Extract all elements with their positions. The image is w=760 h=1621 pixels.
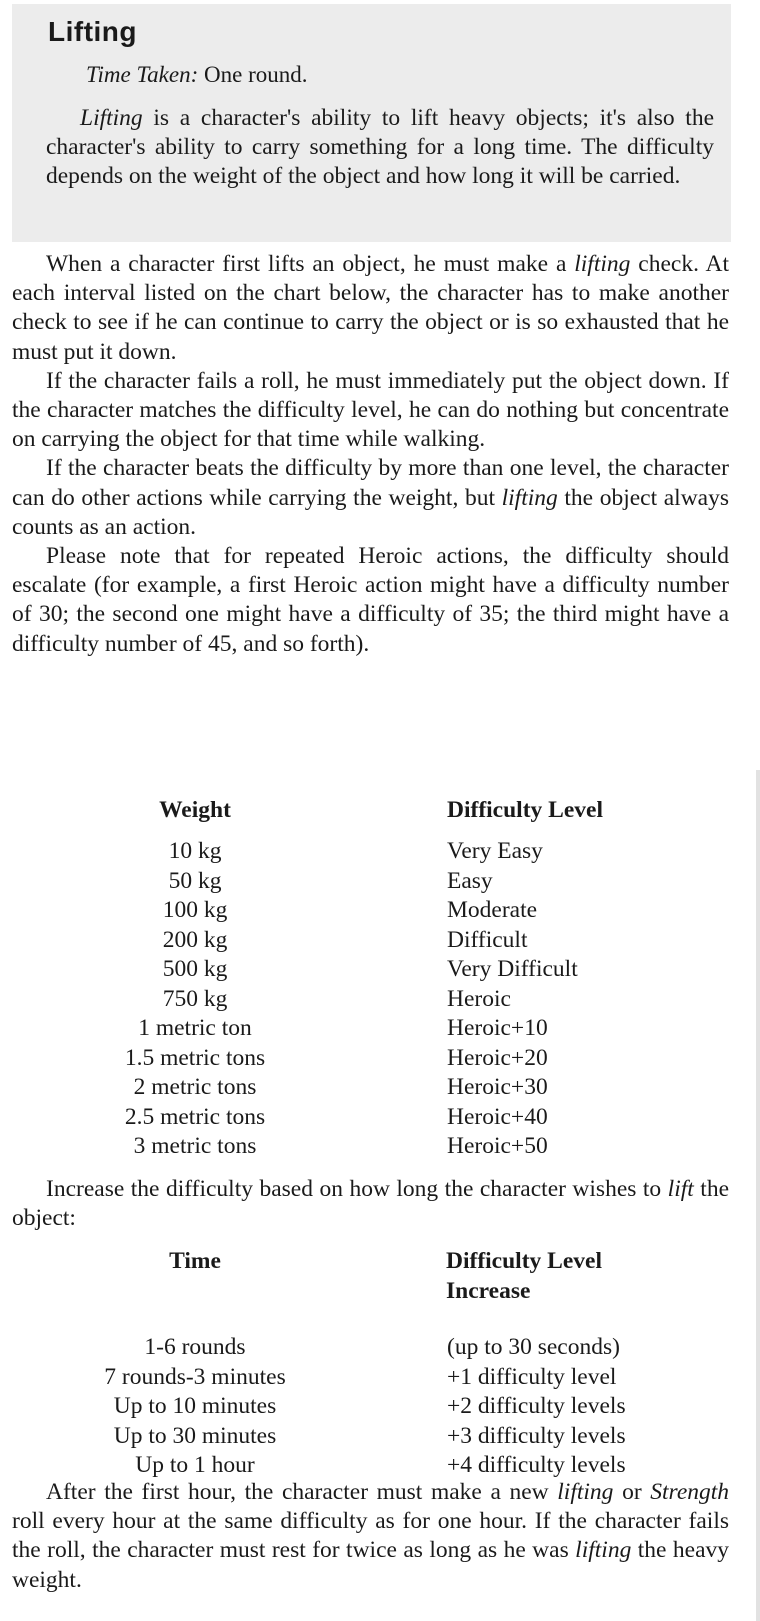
increase-cell: +3 difficulty levels [447,1422,626,1449]
p1-text-b: check. At each interval listed on the chart below, the character has to make another check to see if he can continue to carry the object or is so exhausted that he must put it down. [12,251,730,365]
table-row [0,954,760,984]
closing-text-c: roll every hour at the same difficulty as for one hour. If the character fails the roll, the character must rest for twice as long as he was [12,1508,729,1564]
weight-cell: 500 kg [162,956,228,982]
sidebar-description [46,104,714,191]
body-text [12,250,729,659]
table-row [0,1391,760,1421]
table-row [0,1131,760,1161]
closing-emphasis-2: Strength [650,1479,730,1505]
time-cell: Up to 10 minutes [113,1393,277,1419]
table-row [0,1421,760,1451]
table-row [0,925,760,955]
mid-paragraph [12,1175,729,1233]
table-header-row [0,1246,760,1276]
mid-text-a: Increase the difficulty based on how long the character wishes to [46,1176,662,1202]
weight-cell: 50 kg [168,867,222,894]
p3-text-a: If the character beats the difficulty by more than one level, the character can do other actions while carrying the weight, but [12,455,729,511]
closing-text-a: After the first hour, the character must make a new [46,1479,549,1505]
paragraph-1 [12,250,729,367]
closing-text [12,1478,729,1595]
difficulty-cell: Easy [447,867,493,894]
difficulty-cell: Heroic+10 [447,1015,548,1041]
page-edge-shadow [756,770,760,1621]
time-cell: 7 rounds-3 minutes [104,1363,286,1390]
table-row [0,1013,760,1043]
lifting-sidebar-box [12,4,731,242]
time-taken-value: One round. [204,62,308,87]
difficulty-cell: Heroic+40 [447,1103,548,1130]
difficulty-increase-header-1: Difficulty Level [446,1248,602,1274]
increase-cell: +1 difficulty level [447,1363,617,1390]
time-header: Time [169,1248,221,1274]
difficulty-cell: Very Difficult [447,956,578,982]
p1-text-a: When a character first lifts an object, he must make a [46,251,567,277]
time-taken-line [86,62,307,88]
table-row [0,836,760,866]
weight-cell: 1.5 metric tons [124,1044,266,1071]
difficulty-header: Difficulty Level [447,797,603,823]
increase-cell: +2 difficulty levels [447,1393,626,1419]
difficulty-cell: Difficult [447,926,528,953]
closing-emphasis-1: lifting [557,1479,614,1505]
difficulty-cell: Heroic+30 [447,1074,548,1100]
closing-text-b: or [622,1479,642,1505]
paragraph-3 [12,454,729,542]
skill-description: is a character's ability to lift heavy objects; it's also the character's ability to carry something for a long time. The difficulty depends on the weight of the object and how long it will be carried. [46,105,715,189]
closing-paragraph [12,1478,729,1595]
table-row [0,1362,760,1392]
difficulty-increase-header-2: Increase [446,1278,531,1304]
weight-cell: 2 metric tons [133,1074,257,1100]
weight-cell: 750 kg [162,985,228,1012]
table-header-row-2 [0,1276,760,1306]
weight-cell: 1 metric ton [138,1015,252,1041]
difficulty-cell: Heroic [447,985,511,1012]
weight-cell: 2.5 metric tons [124,1103,266,1130]
paragraph-2: If the character fails a roll, he must immediately put the object down. If the character matches the difficulty level, he can do nothing but concentrate on carrying the object for that time while walking. [12,367,729,453]
table-header-row [0,795,760,825]
difficulty-cell: Moderate [447,897,538,923]
mid-emphasis: lift [667,1176,694,1202]
difficulty-cell: Very Easy [447,838,543,864]
weight-cell: 3 metric tons [133,1133,257,1159]
increase-difficulty-text [12,1175,729,1233]
table-row [0,1102,760,1132]
closing-emphasis-3: lifting [575,1537,632,1564]
mid-text-b: the object: [12,1176,730,1232]
table-row [0,1072,760,1102]
increase-cell: (up to 30 seconds) [447,1334,620,1360]
paragraph-4: Please note that for repeated Heroic actions, the difficulty should escalate (for example, a first Heroic action might have a difficulty number of 30; the second one might have a difficulty of 35; the third might have a difficulty number of 45, and so forth). [12,543,729,657]
weight-cell: 100 kg [162,897,228,923]
time-cell: Up to 1 hour [135,1452,255,1478]
increase-cell: +4 difficulty levels [447,1452,626,1478]
weight-cell: 200 kg [162,926,228,953]
p1-emphasis: lifting [574,251,631,277]
table-row [0,1043,760,1073]
skill-name: Lifting [80,105,143,131]
time-cell: 1-6 rounds [144,1334,246,1360]
time-taken-label: Time Taken: [86,62,199,87]
difficulty-cell: Heroic+20 [447,1044,548,1071]
weight-cell: 10 kg [168,838,222,864]
table-row [0,895,760,925]
table-row [0,1332,760,1362]
table-row [0,984,760,1014]
table-row [0,1450,760,1480]
weight-header: Weight [159,797,231,823]
sidebar-title: Lifting [48,16,138,47]
table-row [0,866,760,896]
p3-emphasis: lifting [501,484,558,511]
closing-text-d: the heavy weight. [12,1537,730,1593]
difficulty-cell: Heroic+50 [447,1133,548,1159]
p3-text-b: the object always counts as an action. [12,484,730,540]
time-cell: Up to 30 minutes [113,1422,277,1449]
